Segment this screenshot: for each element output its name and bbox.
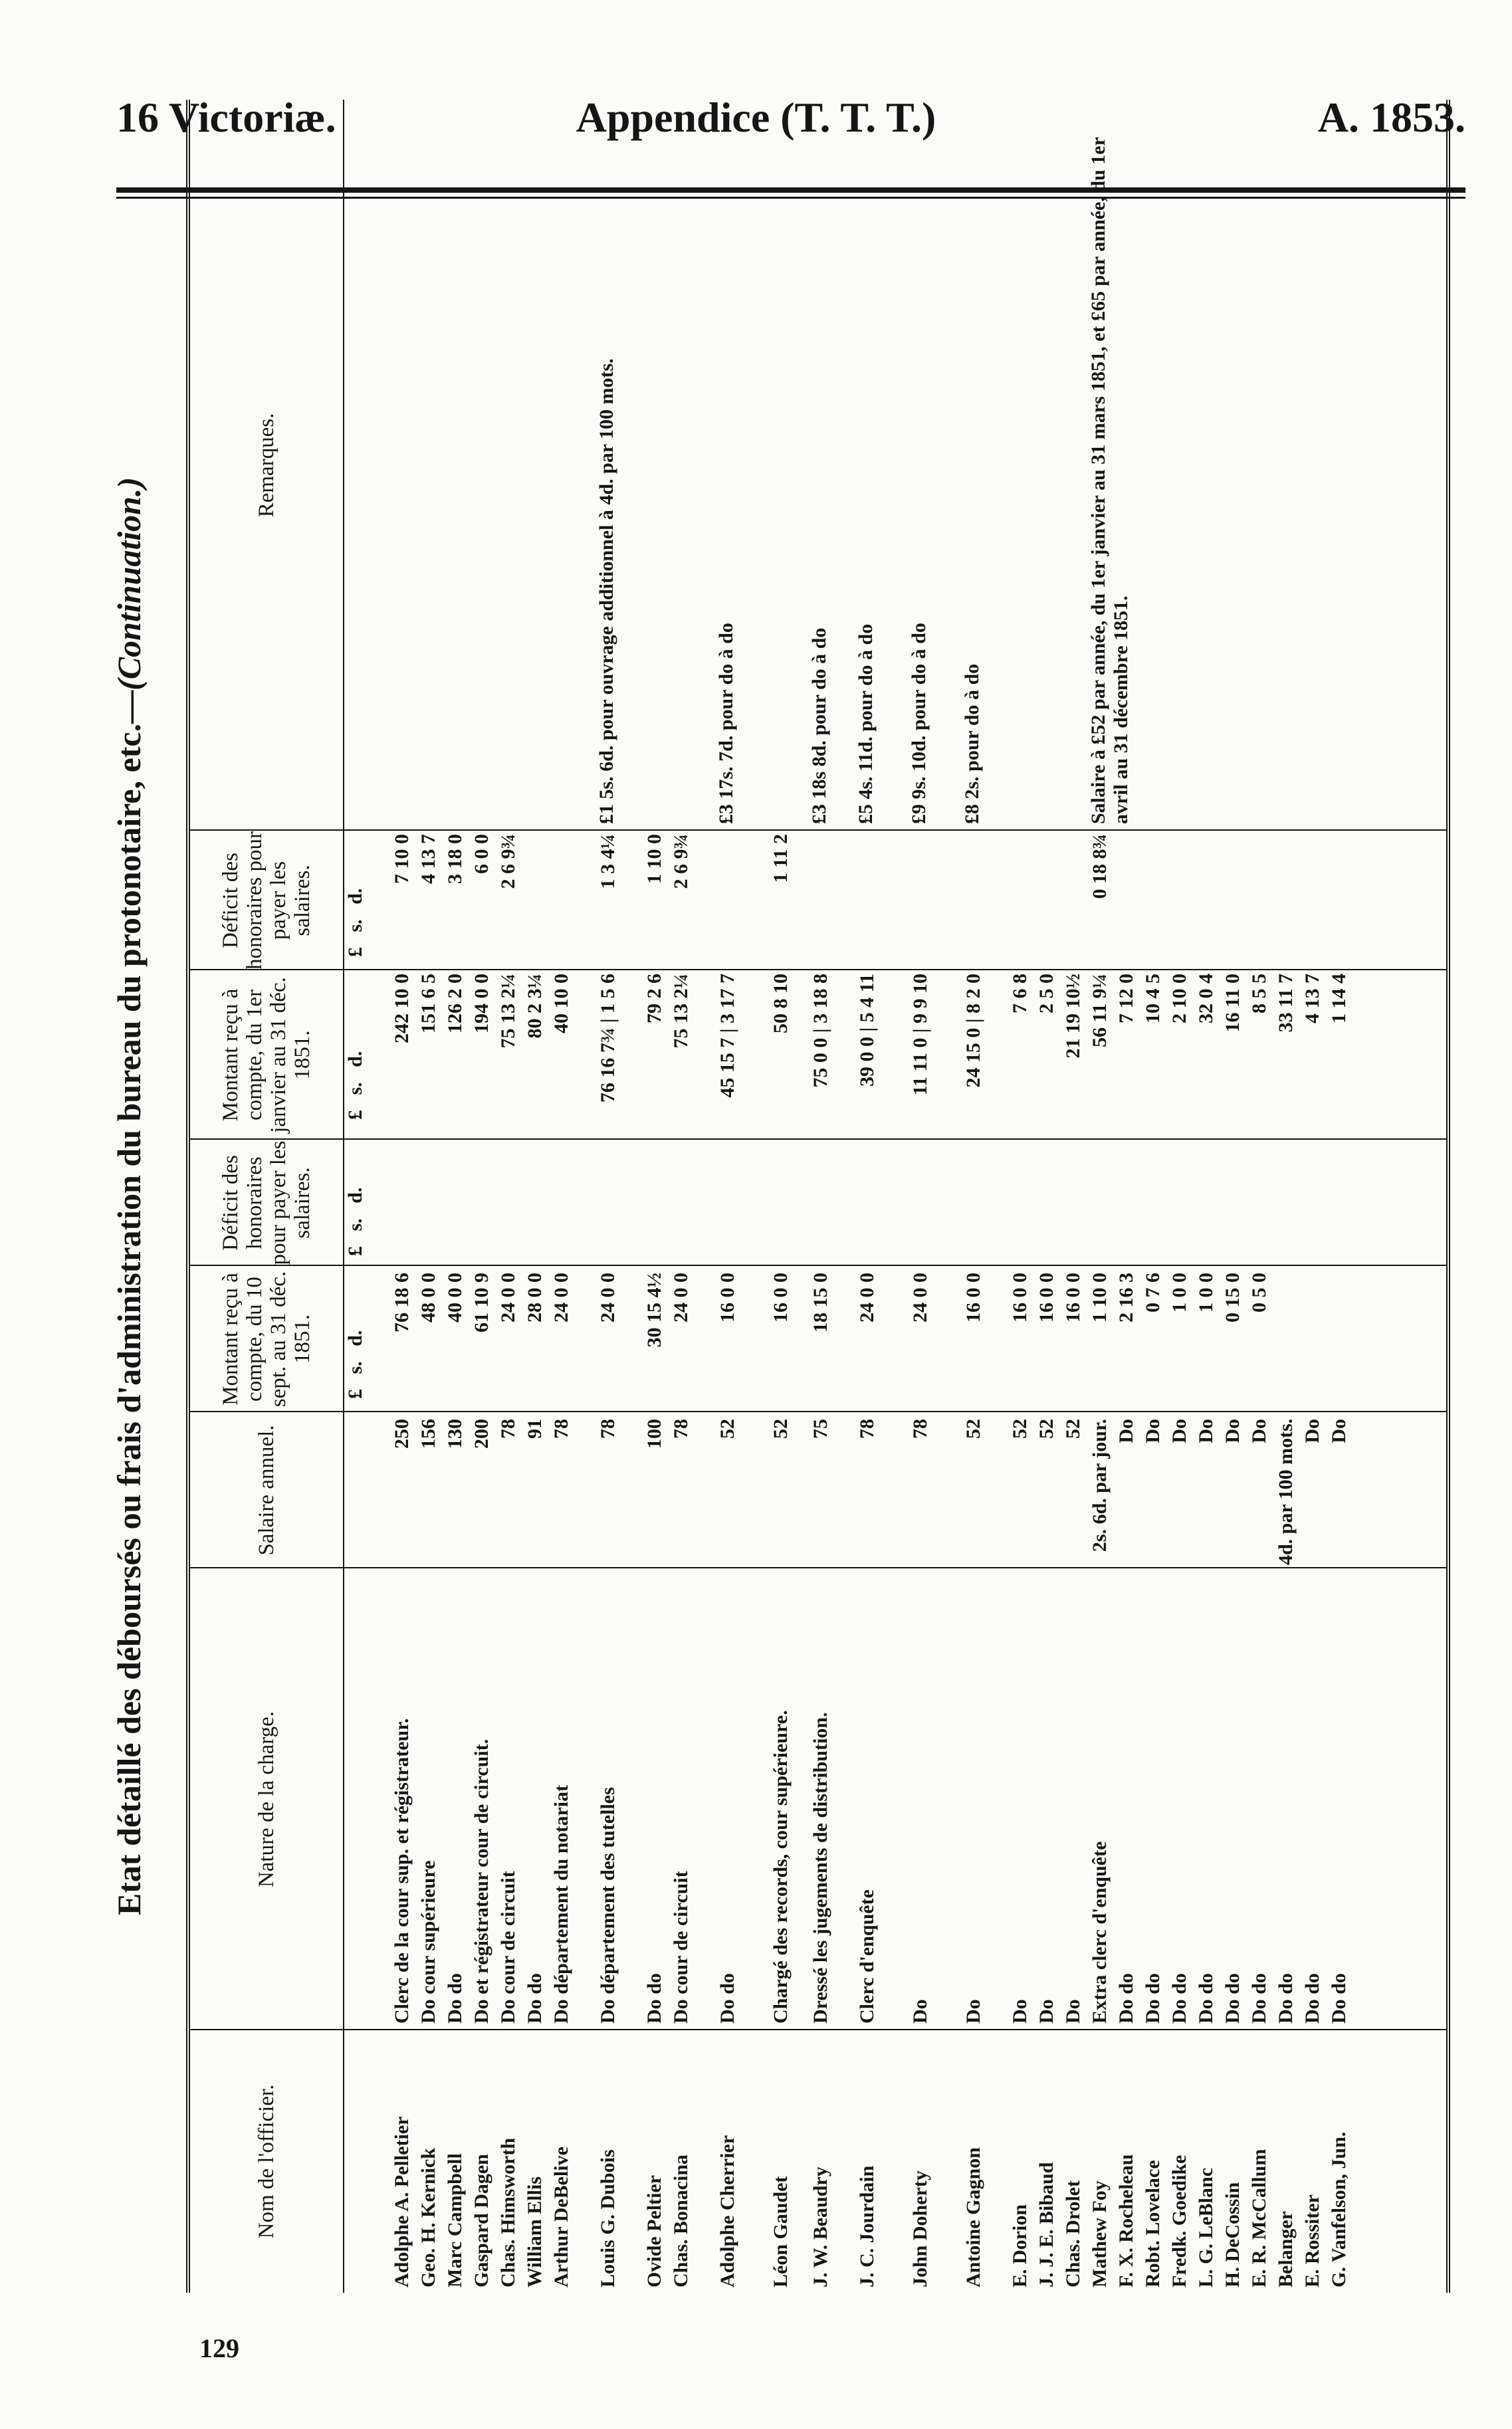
row-salary: 250 — [391, 1419, 413, 1449]
row-name: Adolphe Cherrier — [716, 2135, 738, 2287]
row-d1 — [496, 1143, 521, 1263]
row-salary: Do — [1168, 1419, 1190, 1443]
row-name: Chas. Drolet — [1062, 2180, 1084, 2287]
row-r1: 24 0 0 — [856, 1273, 878, 1322]
row-charge: Do do — [444, 1973, 466, 2024]
row-r2: 7 12 0 — [1115, 974, 1137, 1023]
row-name: Arthur DeBelive — [550, 2147, 572, 2287]
row-salary: 156 — [417, 1419, 439, 1449]
row-r1: 48 0 0 — [417, 1273, 439, 1322]
row-d1 — [389, 1143, 415, 1263]
row-name: Geo. H. Kernick — [417, 2148, 439, 2287]
row-salary: 78 — [856, 1419, 878, 1439]
row-d2 — [1247, 834, 1272, 967]
row-d2: 0 18 8¾ — [1089, 834, 1111, 899]
row-charge: Do — [1062, 1999, 1084, 2024]
row-d2 — [549, 834, 574, 967]
row-r2: 75 13 2¼ — [670, 974, 692, 1049]
row-charge: Do — [1035, 1999, 1057, 2024]
header-session: 16 Victoriæ. — [116, 94, 336, 141]
row-salary: Do — [1142, 1419, 1164, 1443]
row-d1 — [908, 1143, 933, 1263]
row-r2: 242 10 0 — [391, 974, 413, 1043]
row-d2: 3 18 0 — [444, 834, 466, 884]
units-received-1: £ s. d. — [344, 1330, 366, 1399]
column-divider — [190, 969, 1446, 970]
row-d1 — [1008, 1143, 1033, 1263]
header-remarks: Remarques. — [255, 413, 278, 518]
row-charge: Clerc de la cour sup. et régistrateur. — [391, 1718, 413, 2024]
row-d1 — [961, 1143, 986, 1263]
row-r2: 151 6 5 — [417, 974, 439, 1033]
row-r1: 24 0 0 — [550, 1273, 572, 1322]
row-d2 — [1327, 834, 1352, 967]
row-d1 — [1327, 1143, 1352, 1263]
row-r2: 33 11 7 — [1275, 974, 1297, 1033]
row-r2: 1 14 4 — [1328, 974, 1350, 1023]
row-d2 — [1034, 834, 1059, 967]
row-d2: 7 10 0 — [391, 834, 413, 884]
row-d1 — [808, 1143, 833, 1263]
row-d1 — [416, 1143, 441, 1263]
column-divider — [190, 1411, 1446, 1412]
row-salary: Do — [1115, 1419, 1137, 1443]
row-rem: £8 2s. pour do à do — [961, 663, 983, 824]
row-salary: Do — [1328, 1419, 1350, 1443]
row-d1 — [1034, 1143, 1059, 1263]
row-r2: 16 11 0 — [1222, 974, 1243, 1033]
row-salary: 2s. 6d. par jour. — [1089, 1419, 1111, 1552]
row-r1: 16 0 0 — [770, 1273, 792, 1322]
row-salary: 52 — [716, 1419, 738, 1439]
row-name: Fredk. Goedike — [1168, 2155, 1190, 2287]
row-r1: 24 0 0 — [670, 1273, 692, 1322]
row-salary: 52 — [1009, 1419, 1031, 1439]
column-divider — [190, 2029, 1446, 2030]
row-salary: 130 — [444, 1419, 466, 1449]
row-d2: 2 6 9¾ — [497, 834, 519, 889]
row-name: Antoine Gagnon — [962, 2147, 984, 2287]
row-name: E. Rossiter — [1301, 2194, 1323, 2287]
row-r1: 24 0 0 — [497, 1273, 519, 1322]
title-main: Etat détaillé des déboursés ou frais d'administration du bureau du protonotaire, etc.— — [110, 690, 148, 1916]
row-d1 — [642, 1143, 667, 1263]
row-d1 — [1194, 1143, 1219, 1263]
row-r1 — [1327, 1273, 1352, 1409]
row-charge: Do do — [524, 1973, 546, 2024]
row-charge: Do do — [1222, 1973, 1243, 2024]
row-d1 — [1220, 1143, 1245, 1263]
row-rem: £3 18s 8d. pour do à do — [808, 627, 830, 824]
row-d2: 6 0 0 — [471, 834, 492, 874]
row-r2: 10 4 5 — [1142, 974, 1164, 1023]
row-name: J. J. E. Bibaud — [1035, 2162, 1057, 2287]
row-r1 — [1300, 1273, 1325, 1409]
row-r1: 24 0 0 — [597, 1273, 619, 1322]
row-r1: 16 0 0 — [716, 1273, 738, 1322]
row-d1 — [669, 1143, 694, 1263]
row-salary: 200 — [471, 1419, 492, 1449]
row-d2 — [1140, 834, 1166, 967]
row-rem: Salaire à £52 par année, du 1er janvier au 31 mars 1851, et £65 par année, du 1er avril au 31 décembre 1851. — [1087, 137, 1132, 824]
row-name: Chas. Bonacina — [670, 2154, 692, 2287]
row-r2: 11 11 0 | 9 9 10 — [909, 974, 931, 1096]
row-name: Gaspard Dagen — [471, 2154, 492, 2287]
header-received-2: Montant reçu à compte, du 1er janvier au 31 déc. 1851. — [219, 977, 314, 1133]
row-r2: 75 13 2¼ — [497, 974, 519, 1049]
row-d1 — [1140, 1143, 1166, 1263]
row-charge: Do cour de circuit — [497, 1871, 519, 2024]
row-r2: 39 0 0 | 5 4 11 — [856, 974, 878, 1087]
header-received-1: Montant reçu à compte, du 10 sept. au 31 déc. 1851. — [219, 1271, 314, 1408]
row-name: Léon Gaudet — [770, 2176, 792, 2287]
row-charge: Do do — [1301, 1973, 1323, 2024]
row-d1 — [1300, 1143, 1325, 1263]
row-r2: 32 0 4 — [1195, 974, 1217, 1023]
row-charge: Do — [1009, 1999, 1031, 2024]
header-deficit-1: Déficit des honoraires pour payer les salaires. — [219, 1140, 314, 1265]
row-charge: Do do — [643, 1973, 665, 2024]
row-charge: Do département du notariat — [550, 1784, 572, 2024]
row-r2: 2 10 0 — [1168, 974, 1190, 1023]
row-d1 — [469, 1143, 494, 1263]
row-d2 — [1300, 834, 1325, 967]
row-d2 — [715, 834, 740, 967]
row-salary: 78 — [597, 1419, 619, 1439]
column-divider — [190, 1265, 1446, 1266]
row-name: L. G. LeBlanc — [1195, 2167, 1217, 2287]
row-d2 — [855, 834, 880, 967]
row-d1 — [1061, 1143, 1086, 1263]
header-appendix: Appendice (T. T. T.) — [576, 94, 936, 141]
row-r1: 0 5 0 — [1248, 1273, 1270, 1313]
page-number: 129 — [199, 2333, 239, 2363]
row-name: Robt. Lovelace — [1142, 2160, 1164, 2287]
row-charge: Chargé des records, cour supérieure. — [770, 1710, 792, 2024]
row-name: Belanger — [1275, 2211, 1297, 2287]
row-r1: 16 0 0 — [1035, 1273, 1057, 1322]
row-r1: 16 0 0 — [1009, 1273, 1031, 1322]
row-salary: 78 — [670, 1419, 692, 1439]
row-salary: 100 — [643, 1419, 665, 1449]
row-r1: 18 15 0 — [810, 1273, 831, 1332]
title-continuation: (Continuation.) — [110, 476, 148, 690]
expense-table — [186, 100, 1450, 2293]
row-charge: Do do — [1142, 1973, 1164, 2024]
row-r2: 24 15 0 | 8 2 0 — [962, 974, 984, 1088]
row-d2 — [1220, 834, 1245, 967]
row-name: J. W. Beaudry — [810, 2166, 831, 2287]
row-salary: 52 — [1062, 1419, 1084, 1439]
row-charge: Do — [909, 1999, 931, 2024]
row-name: Ovide Peltier — [643, 2174, 665, 2287]
units-received-2: £ s. d. — [344, 1051, 366, 1120]
row-name: G. Vanfelson, Jun. — [1328, 2131, 1350, 2287]
row-salary: Do — [1222, 1419, 1243, 1443]
row-d2 — [1008, 834, 1033, 967]
row-charge: Do cour de circuit — [670, 1871, 692, 2024]
row-salary: 78 — [550, 1419, 572, 1439]
row-d2: 1 10 0 — [643, 834, 665, 884]
row-r2: 194 0 0 — [471, 974, 492, 1033]
row-r1: 2 16 3 — [1115, 1273, 1137, 1322]
header-name: Nom de l'officier. — [255, 2084, 278, 2239]
row-r1: 0 7 6 — [1142, 1273, 1164, 1313]
row-name: Chas. Himsworth — [497, 2137, 519, 2287]
row-charge: Do — [962, 1999, 984, 2024]
row-d1 — [549, 1143, 574, 1263]
row-rem: £3 17s. 7d. pour do à do — [715, 623, 737, 824]
table-title — [110, 100, 148, 2293]
column-divider — [190, 829, 1446, 831]
row-d2 — [1194, 834, 1219, 967]
row-r1: 16 0 0 — [1062, 1273, 1084, 1322]
header-charge: Nature de la charge. — [255, 1711, 278, 1888]
header-salary: Salaire annuel. — [255, 1425, 278, 1556]
row-r2: 8 5 5 — [1248, 974, 1270, 1013]
row-d1 — [522, 1143, 548, 1263]
row-name: Marc Campbell — [444, 2153, 466, 2287]
row-d1 — [1114, 1143, 1139, 1263]
row-rem: £5 4s. 11d. pour do à do — [855, 623, 877, 824]
row-r1: 1 0 0 — [1168, 1273, 1190, 1313]
row-r1 — [1273, 1273, 1299, 1409]
column-divider — [190, 1138, 1446, 1140]
header-deficit-2: Déficit des honoraires pour payer les salaires. — [219, 831, 314, 970]
row-r1: 1 0 0 — [1195, 1273, 1217, 1313]
row-d1 — [768, 1143, 794, 1263]
row-r2: 76 16 7¾ | 1 5 6 — [597, 974, 619, 1103]
row-name: Adolphe A. Pelletier — [391, 2116, 413, 2287]
row-r1: 76 18 6 — [391, 1273, 413, 1332]
units-deficit-1: £ s. d. — [344, 1187, 366, 1256]
row-d1 — [1247, 1143, 1272, 1263]
row-d2 — [1061, 834, 1086, 967]
row-charge: Do do — [1248, 1973, 1270, 2024]
rotated-table-area — [106, 100, 1456, 2293]
row-r2: 50 8 10 — [770, 974, 792, 1033]
row-charge: Do do — [1195, 1973, 1217, 2024]
row-d2 — [908, 834, 933, 967]
row-d1 — [1167, 1143, 1192, 1263]
row-charge: Do cour supérieure — [417, 1860, 439, 2024]
row-r2: 40 10 0 — [550, 974, 572, 1033]
row-salary: Do — [1248, 1419, 1270, 1443]
row-r2: 75 0 0 | 3 18 8 — [810, 974, 831, 1088]
units-deficit-2: £ s. d. — [344, 888, 366, 957]
row-name: E. R. McCallum — [1248, 2149, 1270, 2287]
row-d2 — [522, 834, 548, 967]
row-rem: £9 9s. 10d. pour do à do — [908, 623, 930, 824]
row-d2 — [961, 834, 986, 967]
row-salary: Do — [1195, 1419, 1217, 1443]
row-name: J. C. Jourdain — [856, 2165, 878, 2287]
row-r1: 61 10 9 — [471, 1273, 492, 1332]
row-charge: Do do — [1328, 1973, 1350, 2024]
row-d2: 2 6 9¾ — [670, 834, 692, 889]
column-divider — [190, 1567, 1446, 1568]
row-r1: 24 0 0 — [909, 1273, 931, 1322]
row-name: John Doherty — [909, 2170, 931, 2287]
row-name: Mathew Foy — [1089, 2180, 1111, 2287]
row-salary: Do — [1301, 1419, 1323, 1443]
row-salary: 4d. par 100 mots. — [1275, 1419, 1297, 1565]
row-charge: Do département des tutelles — [597, 1787, 619, 2024]
row-d1 — [715, 1143, 740, 1263]
row-r2: 126 2 0 — [444, 974, 466, 1033]
header-year: A. 1853. — [1317, 94, 1465, 141]
row-charge: Do do — [1275, 1973, 1297, 2024]
row-salary: 52 — [770, 1419, 792, 1439]
row-r2: 79 2 6 — [643, 974, 665, 1023]
row-r1: 16 0 0 — [962, 1273, 984, 1322]
row-salary: 91 — [524, 1419, 546, 1439]
row-charge: Do do — [1115, 1973, 1137, 2024]
row-d2: 4 13 7 — [417, 834, 439, 884]
row-salary: 78 — [909, 1419, 931, 1439]
row-d2 — [1167, 834, 1192, 967]
row-charge: Extra clerc d'enquête — [1089, 1841, 1111, 2024]
row-name: E. Dorion — [1009, 2204, 1031, 2287]
row-d2: 1 3 4¼ — [597, 834, 619, 889]
row-rem: £1 5s. 6d. pour ouvrage additionnel à 4d. par 100 mots. — [595, 358, 617, 824]
row-charge: Do do — [716, 1973, 738, 2024]
row-r2: 21 19 10½ — [1062, 974, 1084, 1059]
row-name: Louis G. Dubois — [597, 2149, 619, 2287]
row-salary: 52 — [962, 1419, 984, 1439]
row-charge: Clerc d'enquête — [856, 1889, 878, 2024]
row-d1 — [855, 1143, 880, 1263]
row-d2: 1 11 2 — [770, 834, 792, 883]
row-salary: 75 — [810, 1419, 831, 1439]
row-d2 — [1273, 834, 1299, 967]
row-r2: 7 6 8 — [1009, 974, 1031, 1013]
row-name: H. DeCossin — [1222, 2182, 1243, 2287]
row-d1 — [595, 1143, 621, 1263]
row-r1: 0 15 0 — [1222, 1273, 1243, 1322]
row-r1: 40 0 0 — [444, 1273, 466, 1322]
row-d1 — [1087, 1143, 1113, 1263]
row-charge: Dressé les jugements de distribution. — [810, 1712, 831, 2024]
row-name: William Ellis — [524, 2176, 546, 2287]
row-d1 — [443, 1143, 468, 1263]
row-salary: 78 — [497, 1419, 519, 1439]
row-r2: 56 11 9¼ — [1089, 974, 1111, 1047]
row-d2 — [1114, 834, 1139, 967]
row-r1: 28 0 0 — [524, 1273, 546, 1322]
row-r2: 2 5 0 — [1035, 974, 1057, 1013]
row-r2: 80 2 3¼ — [524, 974, 546, 1039]
row-charge: Do et régistrateur cour de circuit. — [471, 1739, 492, 2024]
row-r1: 30 15 4½ — [643, 1273, 665, 1348]
row-salary: 52 — [1035, 1419, 1057, 1439]
row-r2: 4 13 7 — [1301, 974, 1323, 1023]
row-r1: 1 10 0 — [1089, 1273, 1111, 1322]
row-r2: 45 15 7 | 3 17 7 — [716, 974, 738, 1098]
row-d2 — [808, 834, 833, 967]
row-d1 — [1273, 1143, 1299, 1263]
row-name: F. X. Rocheleau — [1115, 2154, 1137, 2287]
row-charge: Do do — [1168, 1973, 1190, 2024]
